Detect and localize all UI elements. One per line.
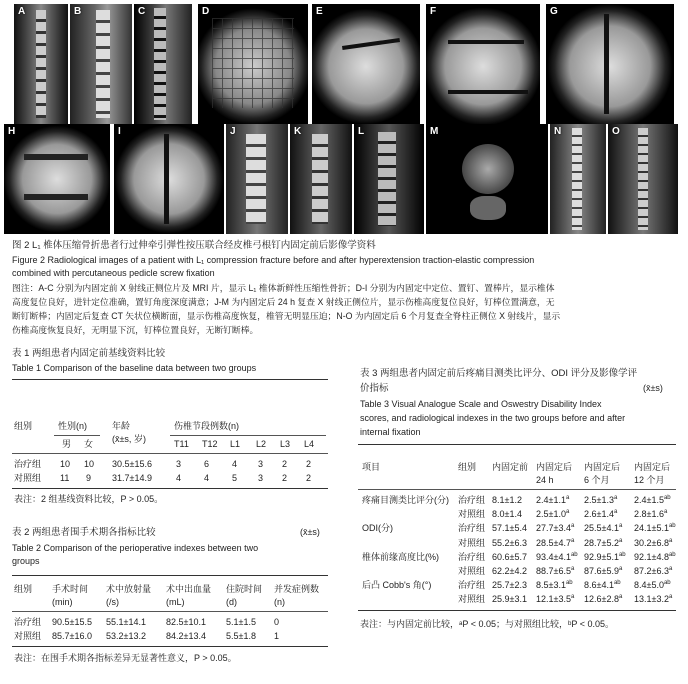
table2-title-cn: 表 2 两组患者围手术期各指标比较 <box>12 527 156 538</box>
table1-row-male: 10 <box>60 459 71 469</box>
table3-cell <box>536 552 578 563</box>
fluoro-panel-e: E <box>312 4 420 124</box>
table3-cell-value: 12.6±2.8 <box>584 594 619 605</box>
table3-cell-value: 30.2±6.8 <box>634 537 669 548</box>
xray-panel-b: B <box>70 4 132 124</box>
table2-cell: 0 <box>274 617 280 627</box>
table1-row-female: 9 <box>86 473 92 483</box>
figure-note-2: 高度复位良好，进针定位准确，置钉角度深度满意；J-M 为内固定后 24 h 复查 X 射线正侧位片，显示伤椎高度复位良好，钉棒位置满意，无 <box>12 297 555 307</box>
table1-header-sex: 性别(n) <box>58 421 87 431</box>
xray-panel-a: A <box>14 4 68 124</box>
table3-cell-value: 88.7±6.5 <box>536 566 571 576</box>
table3-cell-value: 8.6±4.1 <box>584 580 614 591</box>
table2-title-en-1: Table 2 Comparison of the perioperative indexes between two <box>12 543 259 553</box>
table3-cell <box>584 538 622 549</box>
table2-cell: 55.1±14.1 <box>106 617 146 627</box>
table3-row-group: 对照组 <box>458 566 486 576</box>
table3-cell <box>536 566 574 577</box>
table3-cell-value: 27.7±3.4 <box>536 523 571 534</box>
table1-row-group: 对照组 <box>14 473 42 483</box>
table3-cell-value: 28.5±4.7 <box>536 537 571 548</box>
table1-header-male: 男 <box>62 439 72 449</box>
table3-cell <box>584 509 617 520</box>
table2-note: 表注：在围手术期各指标差异无显著性意义，P > 0.05。 <box>14 653 237 663</box>
table2-cell: 90.5±15.5 <box>52 617 92 627</box>
table1-row-seg: 4 <box>232 459 238 469</box>
table3-cell-superscript: a <box>618 566 623 572</box>
table3-note: 表注：与内固定前比较，ᵃP < 0.05；与对照组比较，ᵇP < 0.05。 <box>360 619 614 629</box>
figure-title-en-1: Figure 2 Radiological images of a patient with L₁ compression fracture before and after hyperextension traction-elastic compression <box>12 255 535 265</box>
table3-cell-superscript: a <box>668 537 673 544</box>
table1-header-age: 年龄 <box>112 421 131 431</box>
table3-cell <box>536 538 574 549</box>
table2-header-group: 组别 <box>14 584 33 594</box>
table3-cell <box>634 552 676 563</box>
table3-cell <box>536 594 574 605</box>
fluoro-panel-h: H <box>4 124 110 234</box>
table2-header-complication: 并发症例数 <box>274 584 320 594</box>
figure-title-en-2: combined with percutaneous pedicle screw fixation <box>12 268 215 278</box>
table1-seg-head-3: L2 <box>256 439 267 449</box>
table3-header-12m-sub: 12 个月 <box>634 475 665 485</box>
table3-cell: 60.6±5.7 <box>492 551 527 562</box>
table3-row-item: ODI(分) <box>362 523 393 534</box>
table3-cell <box>536 523 574 534</box>
table3-row-group: 治疗组 <box>458 580 486 591</box>
table1-row-male: 11 <box>60 473 70 483</box>
table1-row-seg: 3 <box>176 459 182 469</box>
table1-seg-head-1: T12 <box>202 439 218 449</box>
table1-row-seg: 2 <box>282 473 288 483</box>
xray-panel-j: J <box>226 124 288 234</box>
table3-cell <box>584 552 626 563</box>
table3-cell-value: 87.6±5.9 <box>584 566 619 576</box>
table3-cell <box>634 580 671 591</box>
figure-note-4: 伤椎高度恢复良好，无明显下沉，钉棒位置良好，无断钉断棒。 <box>12 325 259 335</box>
table3-cell: 8.1±1.2 <box>492 495 522 505</box>
table3-cell <box>634 495 671 506</box>
table3-header-24h: 内固定后 <box>536 462 573 472</box>
table1-header-age-unit: (x̄±s, 岁) <box>112 434 146 444</box>
table3-title-en-2: scores, and radiological indexes in the two groups before and after <box>360 413 626 423</box>
table3-cell-superscript: a <box>663 509 668 516</box>
table3-cell-value: 8.4±5.0 <box>634 580 664 591</box>
table2-cell: 1 <box>274 631 280 641</box>
table3-cell-superscript: ab <box>565 580 573 587</box>
fluoro-panel-i: I <box>114 124 224 234</box>
table2-cell: 5.1±1.5 <box>226 617 256 627</box>
xray-panel-k: K <box>290 124 352 234</box>
table1-row-age: 30.5±15.6 <box>112 459 152 469</box>
ct-panel-l: L <box>354 124 424 234</box>
table3-cell-superscript: ab <box>570 551 578 558</box>
fluoro-panel-g: G <box>546 4 674 124</box>
table3-cell: 25.7±2.3 <box>492 580 527 591</box>
table1-top-rule <box>12 379 328 380</box>
table3-cell-value: 2.4±1.1 <box>536 495 566 505</box>
table3-header-group: 组别 <box>458 462 477 472</box>
table3-cell <box>634 523 676 534</box>
table2-cell: 85.7±16.0 <box>52 631 92 641</box>
table3-cell: 25.9±3.1 <box>492 594 527 605</box>
table3-cell: 62.2±4.2 <box>492 566 527 576</box>
table3-cell-value: 2.6±1.4 <box>584 509 614 520</box>
table3-row-group: 治疗组 <box>458 495 486 505</box>
figure-note-3: 断钉断棒；内固定后复查 CT 矢状位横断面，显示伤椎高度恢复，椎管无明显压迫；N-O 为内固定后 6 个月复查全脊柱正侧位 X 射线片，显示 <box>12 311 561 321</box>
table2-header-stay-unit: (d) <box>226 597 237 607</box>
table2-header-blood-unit: (mL) <box>166 597 185 607</box>
table3-title-en-3: internal fixation <box>360 427 421 437</box>
table2-header-complication-unit: (n) <box>274 597 285 607</box>
table3-cell-superscript: ab <box>663 495 671 501</box>
table3-cell-value: 92.1±4.8 <box>634 551 669 562</box>
table3-cell <box>634 566 672 577</box>
table1-title-cn: 表 1 两组患者内固定前基线资料比较 <box>12 348 166 359</box>
table2-header-time: 手术时间 <box>52 584 89 594</box>
table1-seg-head-4: L3 <box>280 439 291 449</box>
fluoro-panel-f: F <box>426 4 540 124</box>
table3-cell-superscript: a <box>565 495 570 501</box>
table3-header-item: 项目 <box>362 462 381 472</box>
table3-cell <box>536 580 573 591</box>
table3-cell-superscript: ab <box>613 580 621 587</box>
table1-header-female: 女 <box>84 439 94 449</box>
table3-cell <box>634 594 672 605</box>
table3-cell-superscript: ab <box>663 580 671 587</box>
table2-title-en-2: groups <box>12 556 40 566</box>
table3-title-cn-1: 表 3 两组患者内固定前后疼痛目测类比评分、ODI 评分及影像学评 <box>360 368 638 379</box>
table2-header-blood: 术中出血量 <box>166 584 212 594</box>
table3-cell-value: 2.8±1.6 <box>634 509 664 520</box>
mri-panel-c: C <box>134 4 192 124</box>
table3-cell <box>584 566 622 577</box>
table3-cell-superscript: a <box>618 523 623 530</box>
table3-cell-superscript: a <box>613 509 618 516</box>
table3-cell-value: 28.7±5.2 <box>584 537 619 548</box>
table3-cell-value: 2.4±1.5 <box>634 495 664 505</box>
table3-cell-value: 2.5±1.0 <box>536 509 566 520</box>
table3-header-24h-sub: 24 h <box>536 475 554 485</box>
xray-panel-o: O <box>608 124 678 234</box>
table1-row-group: 治疗组 <box>14 459 42 469</box>
table3-cell <box>584 495 617 506</box>
table3-cell-superscript: a <box>668 594 673 601</box>
table3-cell-value: 24.1±5.1 <box>634 523 669 534</box>
table3-header-pre: 内固定前 <box>492 462 529 472</box>
table2-cell: 82.5±10.1 <box>166 617 206 627</box>
table3-cell-superscript: a <box>565 509 570 516</box>
table3-cell-value: 8.5±3.1 <box>536 580 566 591</box>
table2-cell: 5.5±1.8 <box>226 631 256 641</box>
table2-header-radiation: 术中放射量 <box>106 584 152 594</box>
table1-row-age: 31.7±14.9 <box>112 473 152 483</box>
table1-seg-head-0: T11 <box>174 439 189 449</box>
table3-cell: 55.2±6.3 <box>492 537 527 548</box>
fluoro-panel-d: D <box>198 4 308 124</box>
table3-cell-superscript: a <box>618 537 623 544</box>
table3-cell-value: 12.1±3.5 <box>536 594 571 605</box>
table3-cell-superscript: ab <box>668 551 676 558</box>
table1-row-seg: 4 <box>176 473 182 483</box>
table3-cell-value: 92.9±5.1 <box>584 551 619 562</box>
table3-row-group: 治疗组 <box>458 551 486 562</box>
table1-row-seg: 2 <box>282 459 288 469</box>
table3-row-item: 后凸 Cobb's 角(°) <box>362 580 432 591</box>
table1-row-seg: 2 <box>306 459 312 469</box>
table2-cell: 治疗组 <box>14 617 42 627</box>
table1-seg-head-2: L1 <box>230 439 241 449</box>
table3-cell <box>584 523 622 534</box>
table3-header-6m: 内固定后 <box>584 462 621 472</box>
table1-row-female: 10 <box>84 459 95 469</box>
table3-cell-value: 2.5±1.3 <box>584 495 614 505</box>
table1-row-seg: 3 <box>258 473 264 483</box>
table2-unit: (x̄±s) <box>300 527 320 537</box>
table2-cell: 53.2±13.2 <box>106 631 146 641</box>
table3-title-en-1: Table 3 Visual Analogue Scale and Oswestry Disability Index <box>360 399 602 409</box>
table3-row-group: 治疗组 <box>458 523 486 534</box>
table2-cell: 84.2±13.4 <box>166 631 206 641</box>
table3-cell-superscript: a <box>570 566 575 572</box>
table3-cell-superscript: a <box>570 523 575 530</box>
figure-note-1: 图注：A-C 分别为内固定前 X 射线正侧位片及 MRI 片，显示 L₁ 椎体新鲜性压缩性骨折；D-I 分别为内固定中定位、置钉、置棒片，显示椎体 <box>12 283 555 293</box>
table3-cell-value: 13.1±3.2 <box>634 594 669 605</box>
table1-note: 表注：2 组基线资料比较，P > 0.05。 <box>14 494 164 504</box>
table1-row-seg: 5 <box>232 473 238 483</box>
table3-cell <box>584 594 622 605</box>
table1-row-seg: 6 <box>204 459 210 469</box>
table3-cell-superscript: a <box>668 566 673 572</box>
table3-cell-superscript: a <box>613 495 618 501</box>
table1-header-group: 组别 <box>14 421 33 431</box>
table3-cell <box>536 495 569 506</box>
table3-cell <box>584 580 621 591</box>
table1-row-seg: 4 <box>204 473 210 483</box>
table2-header-time-unit: (min) <box>52 597 73 607</box>
table3-header-12m: 内固定后 <box>634 462 671 472</box>
table3-cell <box>536 509 569 520</box>
table1-header-segment: 伤椎节段例数(n) <box>174 421 239 431</box>
table1-title-en: Table 1 Comparison of the baseline data between two groups <box>12 363 257 373</box>
table2-cell: 对照组 <box>14 631 42 641</box>
table3-cell-superscript: a <box>570 537 575 544</box>
table3-cell <box>634 538 672 549</box>
table3-title-cn-2: 价指标 <box>360 383 389 394</box>
table3-row-group: 对照组 <box>458 594 486 605</box>
table2-header-radiation-unit: (/s) <box>106 597 119 607</box>
table3-cell-superscript: ab <box>618 551 626 558</box>
table3-row-group: 对照组 <box>458 537 486 548</box>
table1-seg-head-5: L4 <box>304 439 315 449</box>
table2-header-stay: 住院时间 <box>226 584 263 594</box>
table3-row-item: 疼痛目测类比评分(分) <box>362 495 449 505</box>
table3-cell-superscript: a <box>570 594 575 601</box>
table3-cell-value: 25.5±4.1 <box>584 523 619 534</box>
table3-row-item: 椎体前缘高度比(%) <box>362 551 439 562</box>
table1-row-seg: 3 <box>258 459 264 469</box>
table3-cell-value: 87.2±6.3 <box>634 566 669 576</box>
table3-unit: (x̄±s) <box>643 383 663 393</box>
table3-cell-value: 93.4±4.1 <box>536 551 571 562</box>
xray-panel-n: N <box>550 124 606 234</box>
table3-cell <box>634 509 667 520</box>
table3-cell-superscript: ab <box>668 523 676 530</box>
table3-cell-superscript: a <box>618 594 623 601</box>
table3-cell: 57.1±5.4 <box>492 523 527 534</box>
table3-header-6m-sub: 6 个月 <box>584 475 610 485</box>
table1-row-seg: 2 <box>306 473 312 483</box>
figure-title-cn: 图 2 L₁ 椎体压缩骨折患者行过伸牵引弹性按压联合经皮椎弓根钉内固定前后影像学资料 <box>12 240 376 251</box>
table3-cell: 8.0±1.4 <box>492 509 522 520</box>
table3-row-group: 对照组 <box>458 509 486 520</box>
ct-panel-m: M <box>426 124 548 234</box>
